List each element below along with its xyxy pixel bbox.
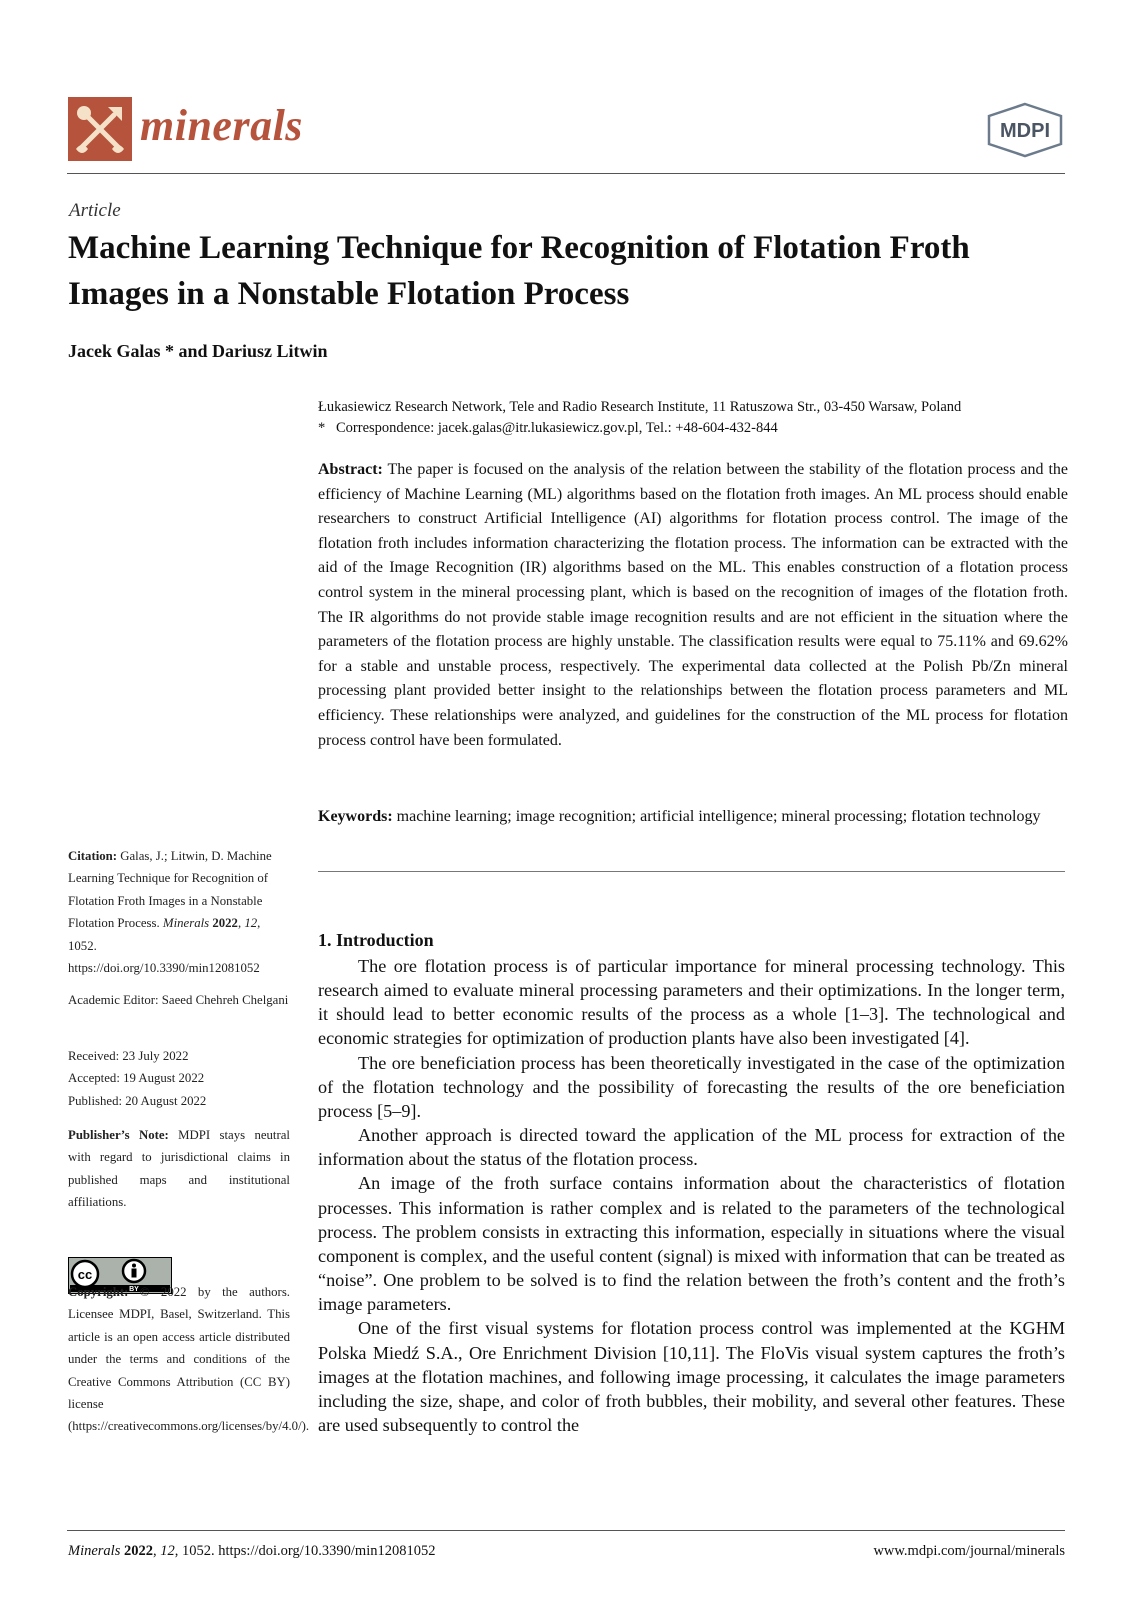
citation-block: Citation: Galas, J.; Litwin, D. Machine Learning Technique for Recognition of Flotation Froth Images in a Nonstable Flotation Process. Minerals 2022, 12, 1052. https://doi.org/10.3390/min12081052 (68, 849, 272, 976)
citation-volume: 12 (244, 916, 258, 931)
footer-year: 2022 (123, 1543, 153, 1559)
correspondence-marker: * (318, 420, 326, 436)
keywords-text: machine learning; image recognition; artificial intelligence; mineral processing; flotation technology (396, 808, 1041, 825)
footer-journal: Minerals (68, 1543, 121, 1559)
date-published: Published: 20 August 2022 (68, 1094, 207, 1108)
section-heading: 1. Introduction (318, 930, 434, 950)
copyright-text: © 2022 by the authors. Licensee MDPI, Basel, Switzerland. This article is an open access article distributed under the terms and conditions of the Creative Commons Attribution (CC BY) license (https://creativecommons.org/licenses/by/4.0/). (68, 1285, 310, 1434)
date-received: Received: 23 July 2022 (68, 1049, 189, 1063)
affiliation: Łukasiewicz Research Network, Tele and Radio Research Institute, 11 Ratuszowa Str., 03-450 Warsaw, Poland (318, 399, 962, 415)
keywords-label: Keywords: (318, 808, 393, 825)
copyright-block (68, 1281, 310, 1438)
footer-divider (67, 1530, 1065, 1531)
citation-label: Citation: (68, 849, 118, 863)
publishers-note-text: MDPI stays neutral with regard to jurisdictional claims in published maps and institutional affiliations. (68, 1128, 290, 1210)
article-type: Article (69, 200, 121, 221)
publishers-note-label: Publisher’s Note: (68, 1128, 169, 1142)
correspondence-text: Correspondence: jacek.galas@itr.lukasiewicz.gov.pl, Tel.: +48-604-432-844 (336, 420, 778, 436)
body-paragraph: Another approach is directed toward the application of the ML process for extraction of the information about the status of the flotation process. (318, 1125, 1065, 1170)
paper-title: Machine Learning Technique for Recognition of Flotation Froth Images in a Nonstable Flotation Process (68, 230, 970, 312)
body-paragraph: One of the first visual systems for flotation process control was implemented at the KGHM Polska Miedź S.A., Ore Enrichment Division [10,11]. The FloVis visual system captures the froth’s images at the flotation machines, and following image processing, it calculates the image parameters including the size, shape, and color of froth bubbles, their mobility, and several other features. These are used subsequently to control the (318, 1318, 1065, 1435)
citation-journal: Minerals (162, 916, 210, 931)
body-paragraph: The ore beneficiation process has been theoretically investigated in the case of the optimization of the flotation technology and the possibility of forecasting the results of the ore beneficiation process [5–9]. (318, 1052, 1065, 1121)
section-body (318, 954, 1065, 1437)
footer-journal-url[interactable]: www.mdpi.com/journal/minerals (873, 1543, 1065, 1559)
footer-doi: , 1052. https://doi.org/10.3390/min12081052 (174, 1543, 436, 1559)
copyright-label: Copyright: (68, 1285, 129, 1299)
abstract-text: The paper is focused on the analysis of the relation between the stability of the flotation process and the efficiency of Machine Learning (ML) algorithms based on the flotation froth images. An ML process should enable researchers to construct Artificial Intelligence (AI) algorithms for flotation process control. The image of the flotation froth includes information characterizing the flotation process. The information can be extracted with the aid of the Image Recognition (IR) algorithms based on the ML. This enables construction of a flotation process control system in the mineral processing plant, which is based on the recognition of images of the flotation froth. The IR algorithms do not provide stable image recognition results and are not efficient in the situation where the parameters of the flotation process are highly unstable. The classification results were equal to 75.11% and 69.62% for a stable and unstable process, respectively. The experimental data collected at the Polish Pb/Zn mineral processing plant provided better insight to the relationships between the flotation process parameters and ML efficiency. These relationships were analyzed, and guidelines for the construction of the ML process for flotation process control have been formulated. (318, 461, 1068, 749)
mdpi-logo-text: MDPI (1000, 120, 1050, 142)
journal-name: minerals (140, 101, 303, 150)
affiliation-block (318, 397, 1068, 439)
publishers-note (68, 1124, 290, 1214)
citation-doi: , 1052. https://doi.org/10.3390/min12081052 (68, 916, 261, 976)
abstract-divider (318, 871, 1065, 872)
abstract-label: Abstract: (318, 461, 383, 478)
footer-citation: Minerals 2022, 12, 1052. https://doi.org/10.3390/min12081052 (68, 1543, 436, 1559)
footer-volume: 12 (160, 1543, 175, 1559)
journal-logo-icon (68, 97, 132, 161)
header-divider (67, 173, 1065, 174)
keywords (318, 805, 1068, 830)
body-paragraph: The ore flotation process is of particular importance for mineral processing technology. This research aimed to evaluate mineral processing parameters and their optimizations. In the longer term, it should lead to better economic results of the process as a whole [1–3]. The technological and economic strategies for optimization of production plants have also been investigated [4]. (318, 956, 1065, 1049)
citation-text: Galas, J.; Litwin, D. Machine Learning Technique for Recognition of Flotation Froth Images in a Nonstable Flotation Process. (68, 849, 272, 931)
date-accepted: Accepted: 19 August 2022 (68, 1071, 205, 1085)
correspondence (318, 418, 1068, 439)
mdpi-logo (985, 102, 1065, 158)
svg-text:cc: cc (77, 1267, 93, 1282)
citation-year: 2022 (212, 916, 238, 931)
abstract (318, 458, 1068, 753)
author-list: Jacek Galas * and Dariusz Litwin (68, 341, 328, 361)
body-paragraph: An image of the froth surface contains information about the characteristics of flotation processes. This information is rather complex and is related to the parameters of the technological process. The problem consists in extracting this information, especially in situations where the visual component is complex, and the useful content (signal) is mixed with information that can be treated as “noise”. One problem to be solved is to find the relation between the froth’s content and the froth’s image parameters. (318, 1173, 1065, 1315)
cc-badge-label: BY (129, 1286, 139, 1293)
academic-editor: Academic Editor: Saeed Chehreh Chelgani (68, 993, 289, 1007)
